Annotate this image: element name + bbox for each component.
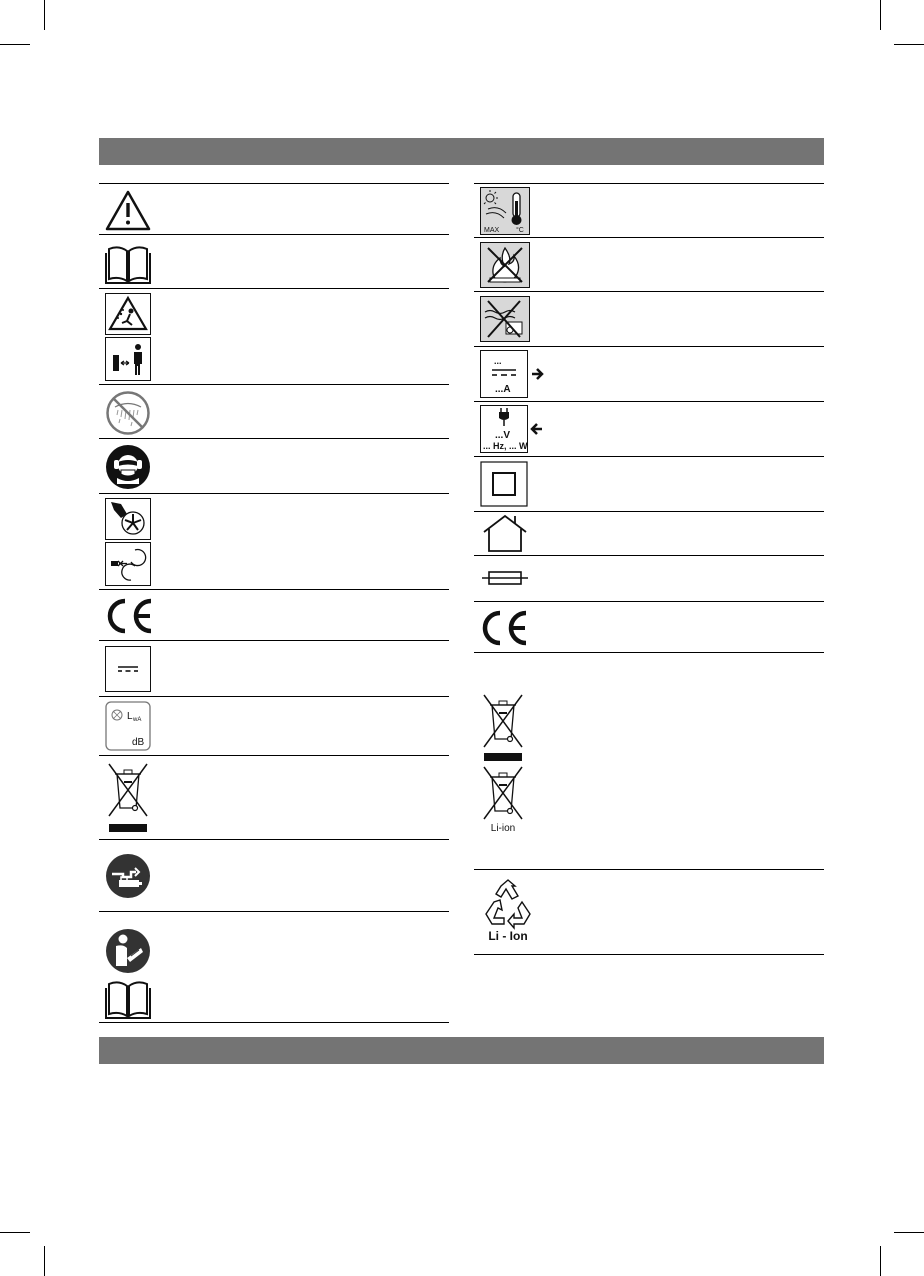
symbol-row <box>99 696 449 756</box>
symbol-row <box>99 589 449 641</box>
crossed-bin-icon <box>105 762 151 832</box>
right-symbol-column <box>474 183 824 958</box>
no-fire-icon <box>480 242 530 288</box>
no-water-immersion-icon <box>480 296 530 342</box>
keep-bystanders-away-icon <box>105 337 151 381</box>
warning-triangle-icon <box>105 189 151 231</box>
symbol-row <box>99 755 449 840</box>
symbol-row <box>474 652 824 870</box>
crop-mark <box>0 1232 30 1233</box>
symbol-row <box>99 234 449 289</box>
crop-mark <box>44 0 45 30</box>
svg-text:L: L <box>127 711 133 722</box>
crop-mark <box>44 1246 45 1276</box>
ampere-label: ...A <box>495 384 511 395</box>
symbol-row <box>474 456 824 512</box>
crossed-bin-li-ion-icon <box>480 765 526 835</box>
wear-eye-ear-protection-icon <box>105 444 151 490</box>
symbol-row <box>474 346 824 402</box>
instruction-book-icon <box>105 243 151 285</box>
svg-text:wA: wA <box>133 717 142 723</box>
charger-output-icon <box>480 350 546 398</box>
dc-dots-label: ... <box>494 356 502 366</box>
symbol-row <box>99 183 449 235</box>
symbol-row <box>474 555 824 602</box>
symbol-row <box>474 601 824 653</box>
crop-mark <box>880 0 881 30</box>
ce-mark-icon <box>105 597 157 635</box>
double-insulation-icon <box>480 461 530 507</box>
header-bar <box>99 138 824 165</box>
recycle-li-ion-icon <box>480 878 536 944</box>
symbol-row <box>474 183 824 238</box>
crop-mark <box>0 44 30 45</box>
footer-bar <box>99 1037 824 1064</box>
sound-power-level-icon <box>105 701 151 751</box>
symbol-row <box>99 911 449 1023</box>
ce-mark-icon <box>480 609 532 647</box>
symbol-row <box>474 401 824 457</box>
max-temperature-icon <box>480 187 530 235</box>
blade-stop-rotation-icon <box>105 542 151 586</box>
rotating-blade-hand-icon <box>105 498 151 540</box>
remove-battery-icon <box>105 853 151 899</box>
symbol-row <box>99 438 449 494</box>
symbol-row <box>99 493 449 590</box>
direct-current-icon <box>105 646 151 692</box>
charger-input-icon <box>480 405 546 453</box>
symbol-row <box>474 237 824 292</box>
celsius-label: °C <box>516 227 524 234</box>
fuse-icon <box>480 568 530 588</box>
left-symbol-column <box>99 183 449 1023</box>
symbol-row <box>99 839 449 912</box>
symbol-row <box>99 384 449 439</box>
symbol-row <box>99 640 449 697</box>
li-ion-label: Li-ion <box>490 823 516 834</box>
crop-mark <box>894 44 924 45</box>
li-ion-recycle-label: Li - Ion <box>488 929 528 943</box>
crossed-bin-icon <box>480 693 526 761</box>
no-rain-icon <box>105 390 151 436</box>
flying-debris-warning-icon <box>105 293 151 335</box>
symbol-row <box>474 291 824 347</box>
max-label: MAX <box>484 227 500 234</box>
symbol-row <box>474 511 824 556</box>
crop-mark <box>894 1232 924 1233</box>
crop-mark <box>880 1246 881 1276</box>
indoor-use-only-icon <box>480 514 530 554</box>
db-label: dB <box>132 737 145 748</box>
symbol-row <box>474 869 824 955</box>
frequency-power-label: ... Hz, ... W <box>483 441 528 451</box>
instruction-book-icon <box>105 978 151 1020</box>
voltage-label: ...V <box>495 430 511 441</box>
symbol-row <box>99 288 449 385</box>
read-manual-person-icon <box>105 928 151 974</box>
